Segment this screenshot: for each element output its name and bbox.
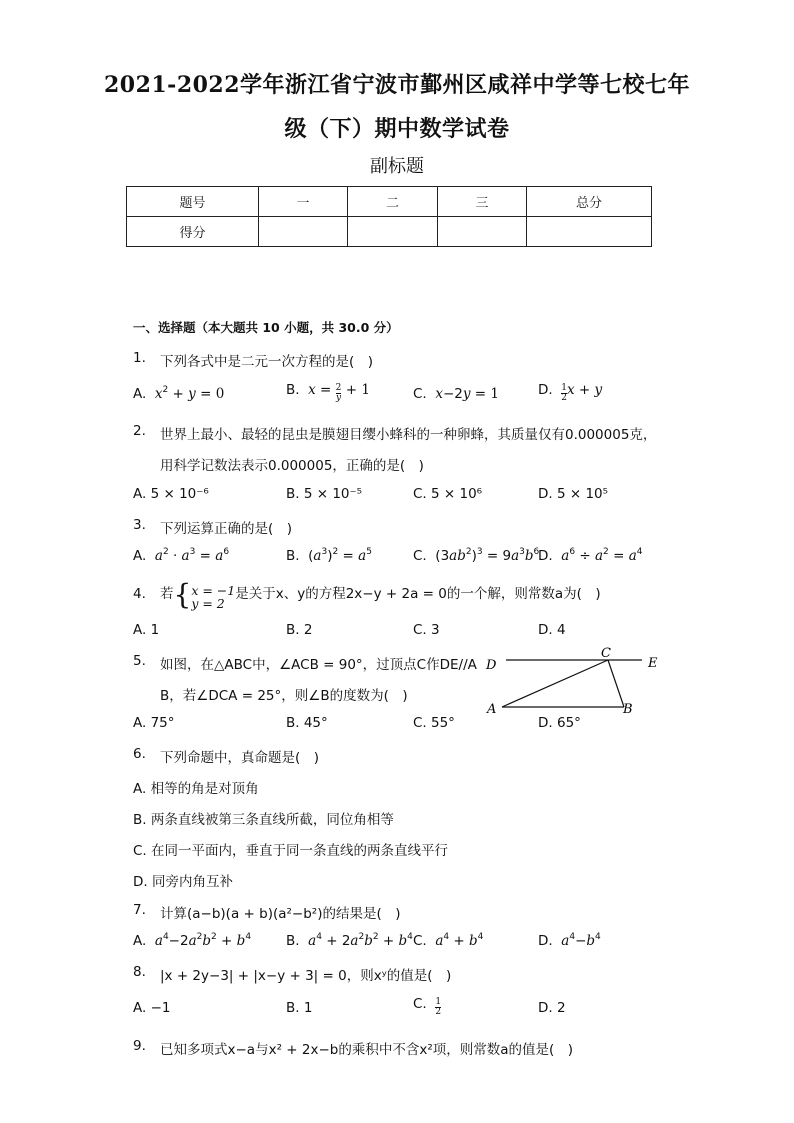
option-c[interactable]: C. x−2y = 1 bbox=[413, 386, 499, 402]
option-d[interactable]: D. 65° bbox=[538, 715, 581, 731]
option-b[interactable]: B. 1 bbox=[286, 1000, 313, 1016]
option-b[interactable]: B. $a^4 + 2a^2b^2 + b^4$ bbox=[286, 932, 413, 949]
question-number: 9. bbox=[133, 1038, 146, 1054]
question-stem: |x + 2y−3| + |x−y + 3| = 0，则xʸ的值是( ) bbox=[160, 968, 452, 984]
question-number: 1. bbox=[133, 350, 146, 366]
question-number: 5. bbox=[133, 653, 146, 669]
section-heading: 一、选择题（本大题共 10 小题，共 30.0 分） bbox=[133, 320, 399, 335]
segment-ac bbox=[502, 660, 608, 707]
score-input-cell[interactable] bbox=[259, 217, 348, 247]
option-b[interactable]: B. 2 bbox=[286, 622, 313, 638]
option-b[interactable]: B. 45° bbox=[286, 715, 328, 731]
system-eq-line1: x = −1 bbox=[191, 583, 236, 598]
question-stem: 下列各式中是二元一次方程的是( ) bbox=[160, 354, 374, 370]
option-a[interactable]: A. 75° bbox=[133, 715, 175, 731]
question-stem: 下列命题中，真命题是( ) bbox=[160, 750, 320, 766]
score-input-cell[interactable] bbox=[438, 217, 527, 247]
exam-subtitle: 副标题 bbox=[370, 156, 424, 177]
question-number: 3. bbox=[133, 517, 146, 533]
option-d[interactable]: D. 2 bbox=[538, 1000, 566, 1016]
option-c[interactable]: C. $(3ab^2)^3 = 9a^3b^6$ bbox=[413, 547, 540, 564]
label-b: B bbox=[623, 702, 633, 717]
option-c[interactable]: C. 3 bbox=[413, 622, 440, 638]
question-number: 4. bbox=[133, 586, 146, 602]
option-b[interactable]: B. 5 × 10⁻⁵ bbox=[286, 486, 363, 502]
option-c[interactable]: C. 在同一平面内，垂直于同一条直线的两条直线平行 bbox=[133, 843, 449, 859]
question-stem bbox=[160, 578, 601, 611]
brace-icon: { bbox=[173, 578, 192, 611]
score-cell: 得分 bbox=[127, 217, 259, 247]
label-d: D bbox=[486, 658, 497, 673]
system-eq-line2: y = 2 bbox=[191, 596, 225, 611]
option-d[interactable]: D. 同旁内角互补 bbox=[133, 874, 233, 890]
question-stem-cont: B，若∠DCA = 25°，则∠B的度数为( ) bbox=[160, 688, 408, 704]
option-a[interactable]: A. 1 bbox=[133, 622, 160, 638]
option-d[interactable]: D. $a^6 \div a^2 = a^4$ bbox=[538, 547, 643, 564]
option-c[interactable]: C. $a^4 + b^4$ bbox=[413, 932, 484, 949]
label-e: E bbox=[648, 656, 658, 671]
option-a[interactable]: A. $a^4-2a^2b^2 + b^4$ bbox=[133, 932, 252, 949]
score-input-cell[interactable] bbox=[348, 217, 438, 247]
option-c[interactable]: C. 55° bbox=[413, 715, 455, 731]
option-d[interactable]: D. 5 × 10⁵ bbox=[538, 486, 609, 502]
score-cell: 二 bbox=[348, 187, 438, 217]
exam-title-line2: 级（下）期中数学试卷 bbox=[284, 116, 510, 142]
score-input-cell[interactable] bbox=[527, 217, 652, 247]
option-c[interactable]: C. $\frac{1}{2}$ bbox=[413, 996, 442, 1017]
option-b[interactable]: B. x = $\frac{2}{y}$ + 1 bbox=[286, 382, 370, 403]
question-number: 6. bbox=[133, 746, 146, 762]
question-stem: 下列运算正确的是( ) bbox=[160, 521, 293, 537]
score-table bbox=[126, 186, 652, 247]
question-stem-post: 是关于x、y的方程2x−y + 2a = 0的一个解，则常数a为( ) bbox=[235, 586, 601, 602]
option-a[interactable]: A. −1 bbox=[133, 1000, 171, 1016]
question-stem-pre: 若 bbox=[160, 586, 174, 602]
option-a[interactable]: A. $a^2 \cdot a^3 = a^6$ bbox=[133, 547, 230, 564]
option-a[interactable]: A. $x^2 + y = 0$ bbox=[133, 385, 225, 402]
option-b[interactable]: B. 两条直线被第三条直线所截，同位角相等 bbox=[133, 812, 394, 828]
score-cell: 三 bbox=[438, 187, 527, 217]
question-stem: 世界上最小、最轻的昆虫是膜翅目缨小蜂科的一种卵蜂，其质量仅有0.000005克， bbox=[160, 427, 657, 443]
score-cell: 总分 bbox=[527, 187, 652, 217]
label-c: C bbox=[601, 646, 611, 661]
score-table-score-row bbox=[127, 217, 652, 247]
question-stem: 计算(a−b)(a + b)(a²−b²)的结果是( ) bbox=[160, 906, 401, 922]
option-a[interactable]: A. 5 × 10⁻⁶ bbox=[133, 486, 209, 502]
option-d[interactable]: D. $\frac{1}{2}$ x + y bbox=[538, 382, 603, 403]
option-a[interactable]: A. 相等的角是对顶角 bbox=[133, 781, 259, 797]
question-stem-cont: 用科学记数法表示0.000005，正确的是( ) bbox=[160, 458, 424, 474]
question-stem: 如图，在△ABC中，∠ACB = 90°，过顶点C作DE//A bbox=[160, 657, 477, 673]
segment-cb bbox=[608, 660, 624, 707]
label-a: A bbox=[487, 702, 497, 717]
triangle-figure bbox=[482, 645, 672, 725]
question-number: 7. bbox=[133, 902, 146, 918]
exam-title-line1: 2021-2022学年浙江省宁波市鄞州区咸祥中学等七校七年 bbox=[103, 72, 691, 98]
score-cell: 一 bbox=[259, 187, 348, 217]
question-number: 8. bbox=[133, 964, 146, 980]
option-d[interactable]: D. 4 bbox=[538, 622, 566, 638]
question-number: 2. bbox=[133, 423, 146, 439]
option-c[interactable]: C. 5 × 10⁶ bbox=[413, 486, 483, 502]
option-b[interactable]: B. $(a^3)^2 = a^5$ bbox=[286, 547, 372, 564]
score-table-header-row bbox=[127, 187, 652, 217]
option-d[interactable]: D. $a^4-b^4$ bbox=[538, 932, 601, 949]
question-stem: 已知多项式x−a与x² + 2x−b的乘积中不含x²项，则常数a的值是( ) bbox=[160, 1042, 574, 1058]
score-cell: 题号 bbox=[127, 187, 259, 217]
